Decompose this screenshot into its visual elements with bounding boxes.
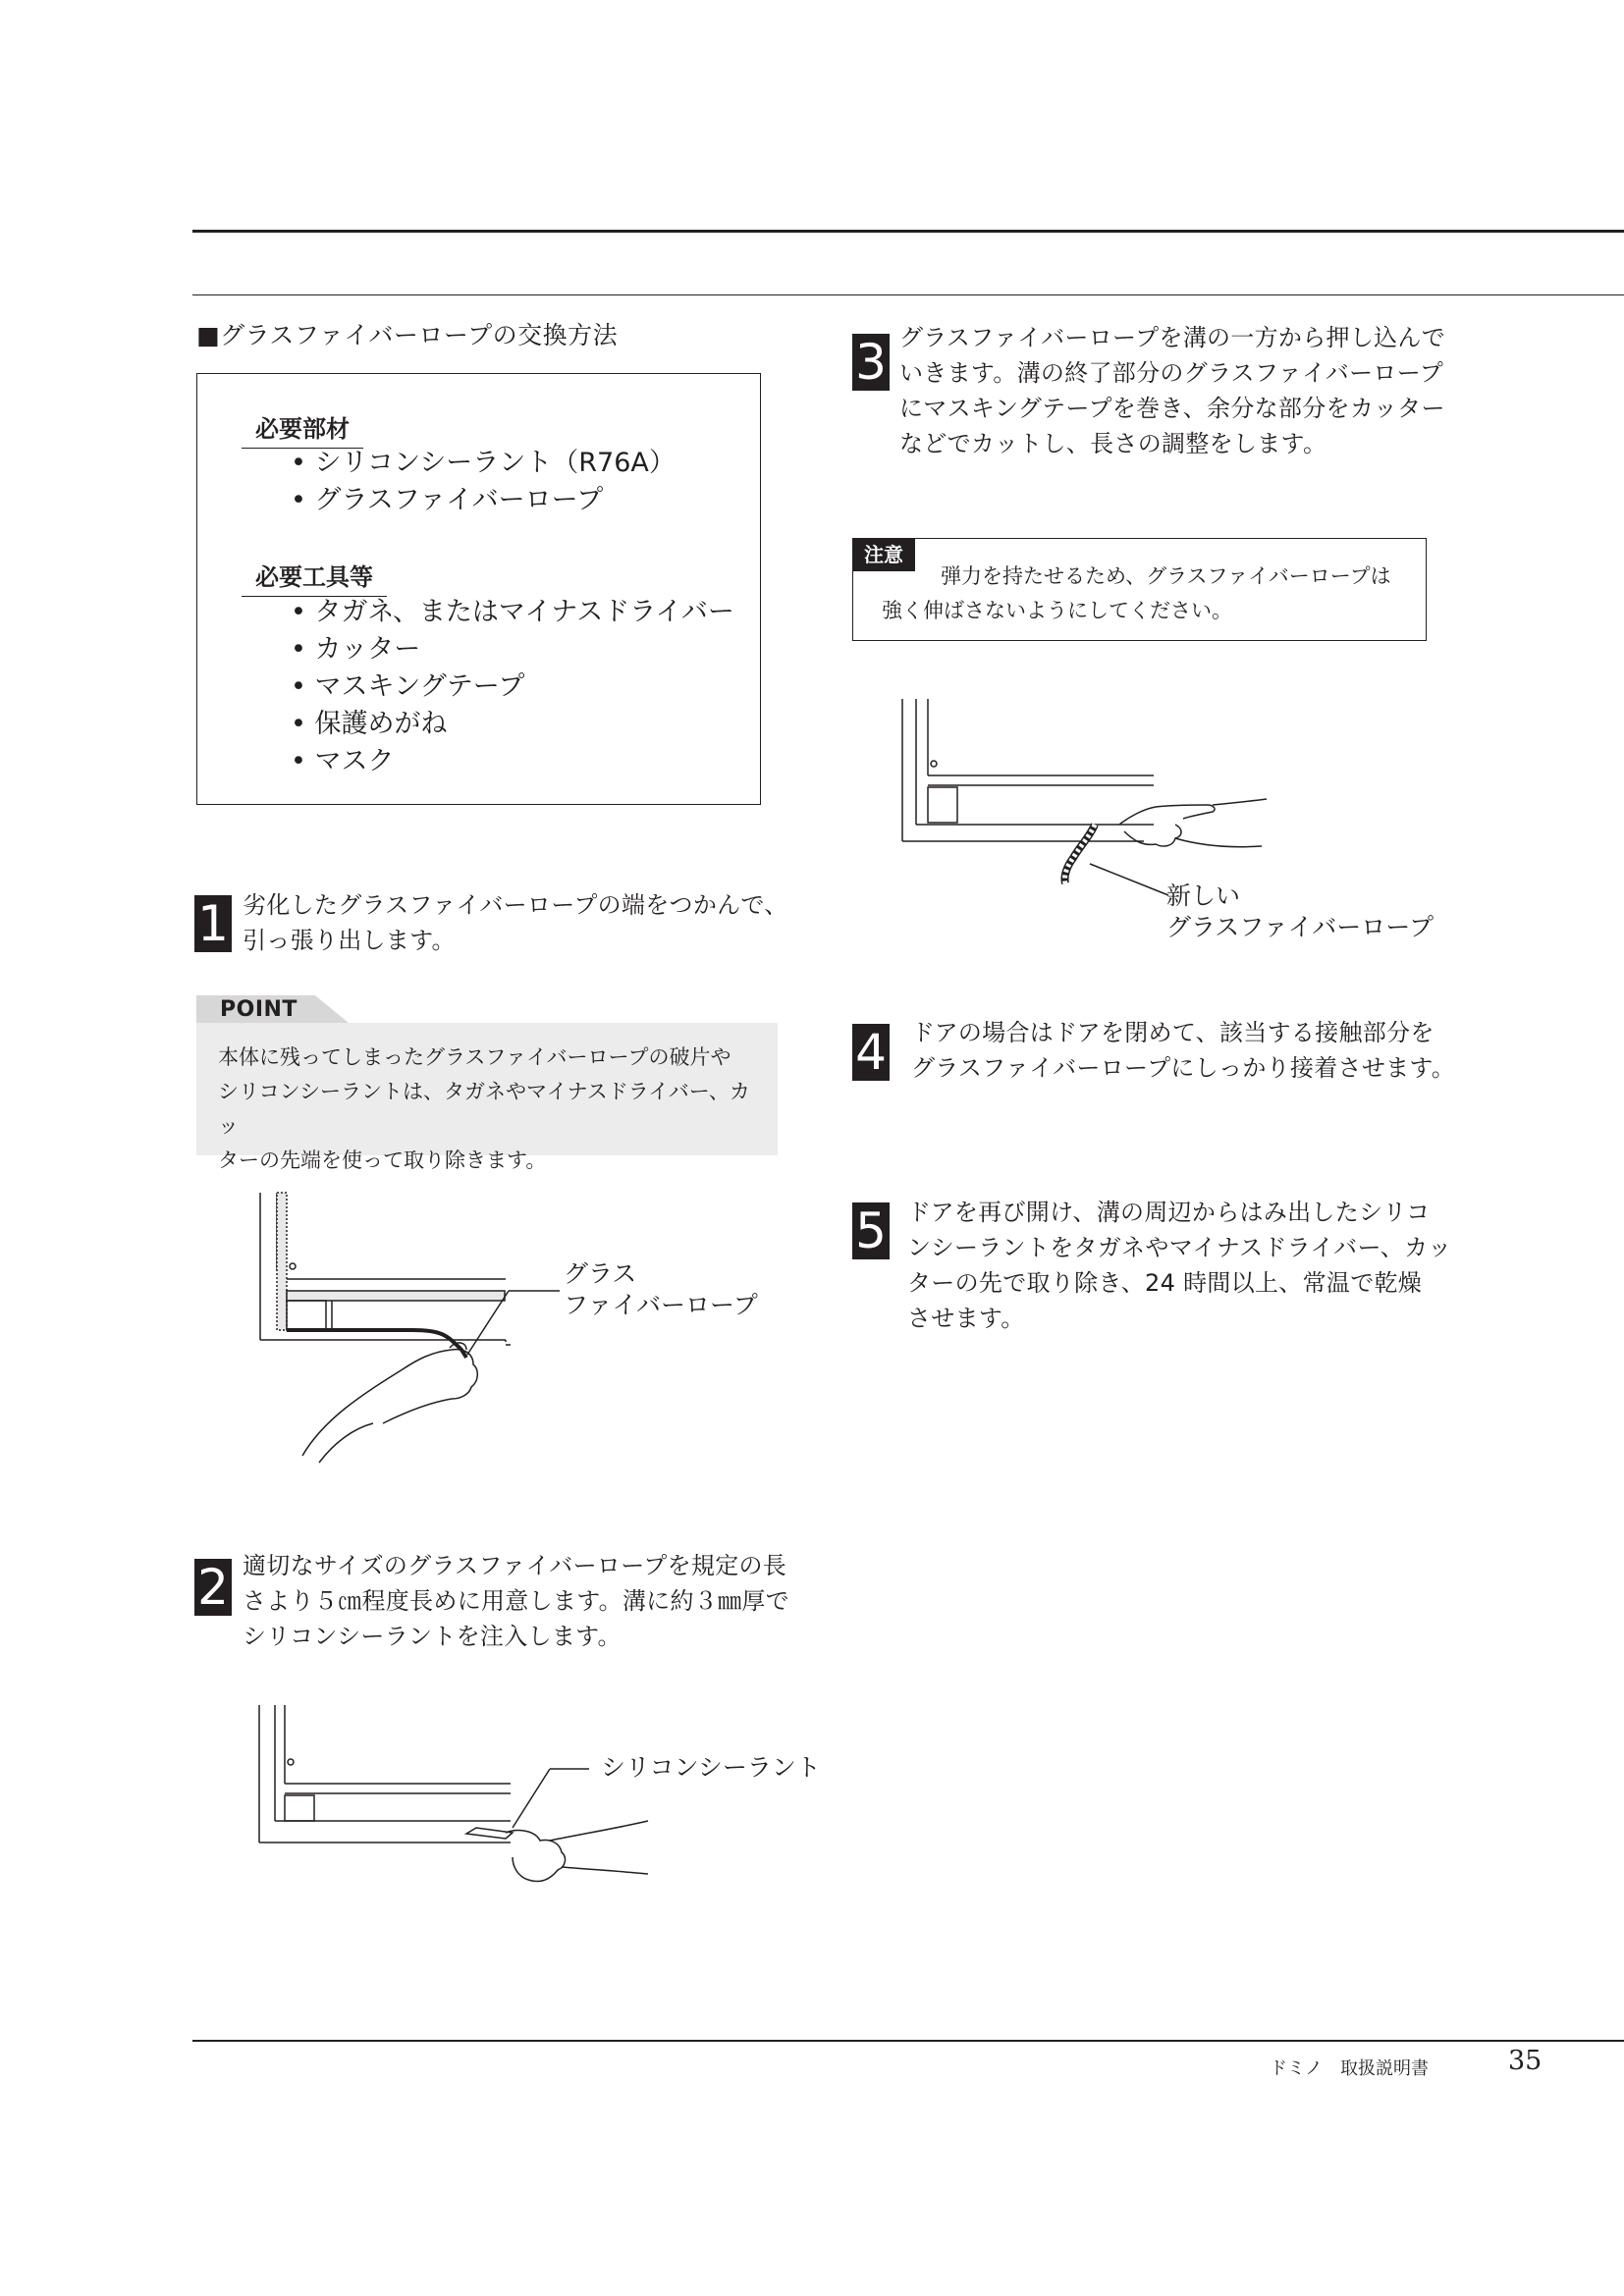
header-subrule — [192, 294, 1624, 295]
caution-label: 注意 — [852, 538, 915, 571]
step-3-text: グラスファイバーロープを溝の一方から押し込んで いきます。溝の終了部分のグラスファイバーロープ にマスキングテープを巻き、余分な部分をカッター などでカットし、長さの調整をします。 — [899, 324, 1446, 457]
figure-inject-sealant — [255, 1705, 785, 1901]
footer-title: ドミノ 取扱説明書 — [1270, 2058, 1429, 2079]
materials-box — [196, 373, 761, 805]
page-number: 35 — [1508, 2046, 1543, 2076]
figure-1-callout: グラス ファイバーロープ — [564, 1259, 758, 1319]
tools-heading: 必要工具等 — [242, 558, 387, 597]
parts-heading: 必要部材 — [242, 409, 363, 449]
point-text: 本体に残ってしまったグラスファイバーロープの破片や シリコンシーラントは、タガネやマイナスドライバー、カッ ターの先端を使って取り除きます。 — [218, 1045, 750, 1172]
figure-remove-rope — [255, 1193, 766, 1463]
step-2-number: 2 — [194, 1559, 232, 1616]
tools-item: • マスク — [291, 743, 734, 780]
tools-list — [291, 594, 734, 780]
step-4-text: ドアの場合はドアを閉めて、該当する接触部分を グラスファイバーロープにしっかり接着させます。 — [911, 1019, 1456, 1082]
step-1-number: 1 — [194, 895, 232, 952]
step-1-text: 劣化したグラスファイバーロープの端をつかんで、 引っ張り出します。 — [243, 891, 788, 954]
figure-2-callout: シリコンシーラント — [601, 1753, 821, 1782]
tools-item: • タガネ、またはマイナスドライバー — [291, 594, 734, 631]
figure-insert-rope — [898, 699, 1350, 895]
section-title: ■グラスファイバーロープの交換方法 — [196, 321, 619, 349]
step-5-number: 5 — [852, 1202, 890, 1259]
footer-rule — [192, 2040, 1624, 2042]
step-4-number: 4 — [852, 1024, 890, 1081]
tools-item: • 保護めがね — [291, 706, 734, 743]
parts-list — [291, 445, 676, 519]
step-3-number: 3 — [852, 334, 890, 391]
parts-item: • シリコンシーラント（R76A） — [291, 445, 676, 482]
tools-item: • マスキングテープ — [291, 668, 734, 706]
point-label: POINT — [220, 997, 298, 1022]
parts-item: • グラスファイバーロープ — [291, 482, 676, 519]
header-rule — [192, 230, 1624, 233]
step-5-text: ドアを再び開け、溝の周辺からはみ出したシリコ ンシーラントをタガネやマイナスドライバー、カッ ターの先で取り除き、24 時間以上、常温で乾燥 させます。 — [907, 1199, 1452, 1332]
figure-3-callout: 新しい グラスファイバーロープ — [1166, 881, 1435, 941]
caution-text: 弾力を持たせるため、グラスファイバーロープは 強く伸ばさないようにしてください。 — [882, 564, 1391, 622]
step-2-text: 適切なサイズのグラスファイバーロープを規定の長 さより５㎝程度長めに用意します。溝に約３㎜厚で シリコンシーラントを注入します。 — [243, 1552, 789, 1650]
tools-item: • カッター — [291, 631, 734, 668]
